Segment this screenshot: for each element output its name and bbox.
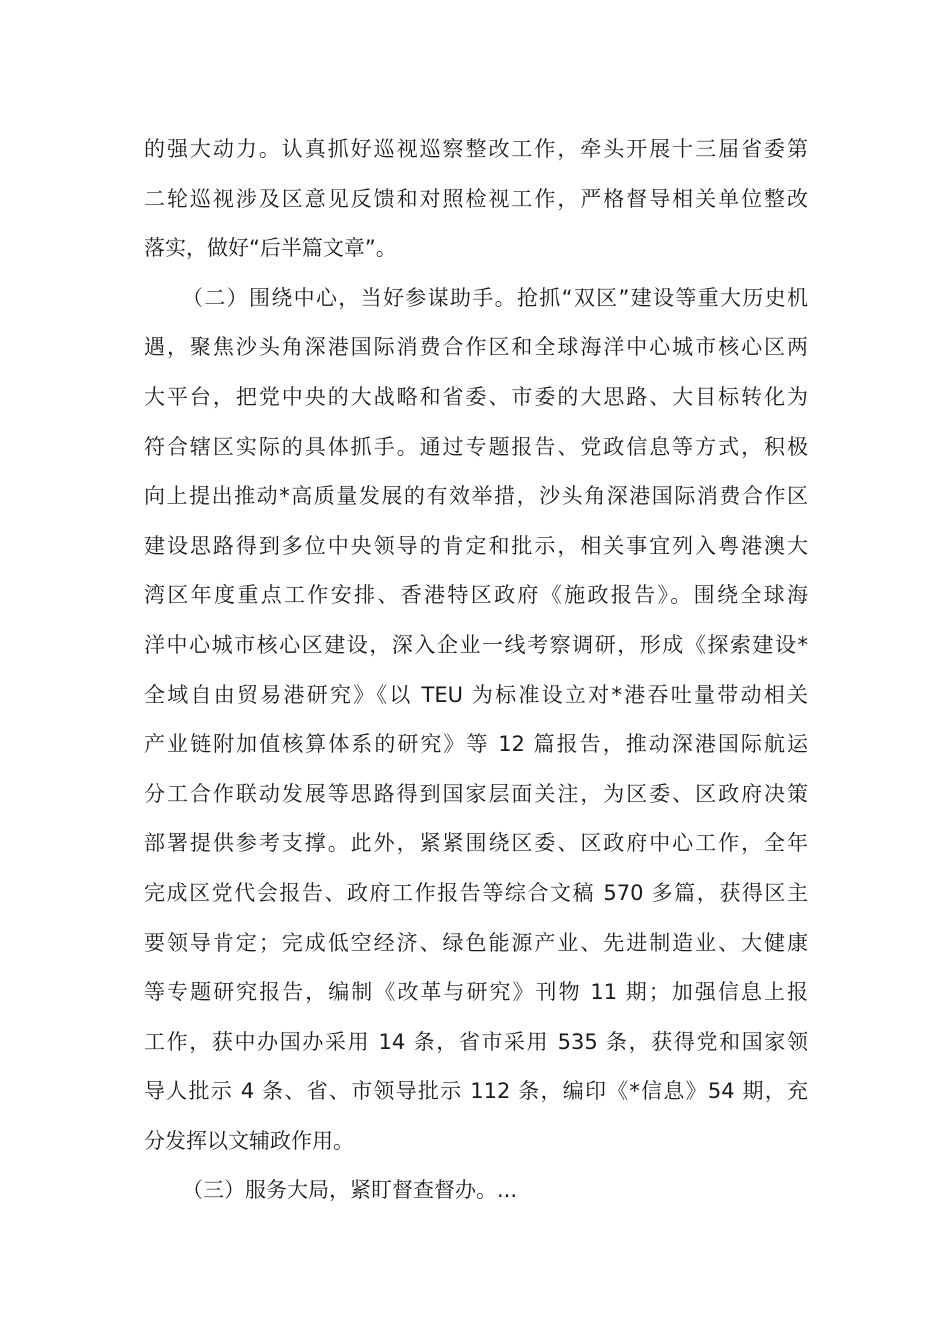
text-line: 等专题研究报告，编制《改革与研究》刊物 11 期；加强信息上报	[144, 980, 808, 1005]
section-heading-line: （二）围绕中心，当好参谋助手。抢抓“双区”建设等重大历史机	[182, 285, 808, 310]
text-line: 大平台，把党中央的大战略和省委、市委的大思路、大目标转化为	[144, 384, 808, 409]
section-heading-line: （三）服务大局，紧盯督查督办。...	[182, 1178, 518, 1203]
text-line: 要领导肯定；完成低空经济、绿色能源产业、先进制造业、大健康	[144, 930, 808, 955]
text-line: 产业链附加值核算体系的研究》等 12 篇报告，推动深港国际航运	[144, 732, 808, 757]
text-line: 落实，做好“后半篇文章”。	[144, 236, 397, 261]
text-line: 全域自由贸易港研究》《以 TEU 为标准设立对*港吞吐量带动相关	[144, 682, 808, 707]
text-line: 导人批示 4 条、省、市领导批示 112 条，编印《*信息》54 期，充	[144, 1079, 808, 1104]
text-line: 洋中心城市核心区建设，深入企业一线考察调研，形成《探索建设*	[144, 632, 808, 657]
text-line: 分发挥以文辅政作用。	[144, 1128, 354, 1153]
text-line: 向上提出推动*高质量发展的有效举措，沙头角深港国际消费合作区	[144, 484, 808, 509]
text-line: 二轮巡视涉及区意见反馈和对照检视工作，严格督导相关单位整改	[144, 186, 808, 211]
text-line: 部署提供参考支撑。此外，紧紧围绕区委、区政府中心工作，全年	[144, 831, 808, 856]
text-line: 建设思路得到多位中央领导的肯定和批示，相关事宜列入粤港澳大	[144, 533, 808, 558]
text-line: 的强大动力。认真抓好巡视巡察整改工作，牵头开展十三届省委第	[144, 137, 808, 161]
text-line: 分工合作联动发展等思路得到国家层面关注，为区委、区政府决策	[144, 781, 808, 806]
text-line: 符合辖区实际的具体抓手。通过专题报告、党政信息等方式，积极	[144, 434, 808, 459]
text-line: 完成区党代会报告、政府工作报告等综合文稿 570 多篇，获得区主	[144, 880, 808, 905]
body-text	[144, 125, 808, 1216]
text-line: 湾区年度重点工作安排、香港特区政府《施政报告》。围绕全球海	[144, 583, 808, 608]
text-line: 遇，聚焦沙头角深港国际消费合作区和全球海洋中心城市核心区两	[144, 335, 808, 360]
text-line: 工作，获中办国办采用 14 条，省市采用 535 条，获得党和国家领	[144, 1029, 808, 1054]
